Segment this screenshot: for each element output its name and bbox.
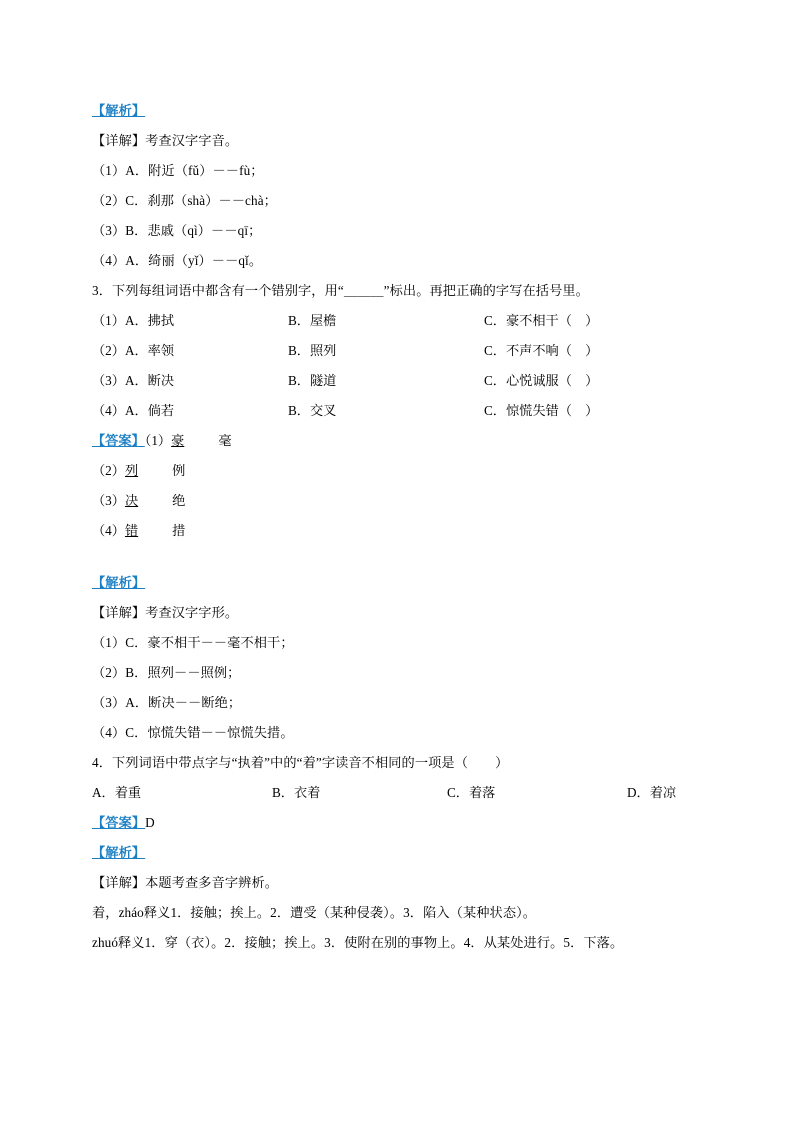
analysis-tag-1	[92, 96, 704, 126]
q3-a3-label: （3）	[92, 493, 125, 508]
question-4-answer	[92, 808, 704, 838]
q3-explain-4: （4）C．惊慌失错－－惊慌失措。	[92, 725, 294, 740]
q3-r3-b: B．隧道	[288, 373, 337, 388]
detail-line-1: 【详解】考查汉字字音。	[92, 133, 239, 148]
q4-choice-a: A．着重	[92, 785, 142, 800]
q3-a2-label: （2）	[92, 463, 125, 478]
spacer-1	[92, 546, 704, 568]
answer-item-1-1: （1）A．附近（fǔ）－－fù；	[92, 163, 264, 178]
q3-r3-c: C．心悦诚服（ ）	[484, 373, 599, 388]
analysis-tag-3	[92, 838, 704, 868]
q3-r1-c: C．豪不相干（ ）	[484, 313, 599, 328]
analysis-label-2: 【解析】	[92, 575, 146, 590]
q4-explain-1: 着，zháo释义1．接触；挨上。2．遭受（某种侵袭）。3．陷入（某种状态）。	[92, 905, 537, 920]
q3-a3-right: 绝	[172, 493, 186, 508]
q3-r4-num-a: （4）A．倘若	[92, 403, 175, 418]
q3-r2-b: B．照列	[288, 343, 337, 358]
q3-explain-3: （3）A．断决－－断绝；	[92, 695, 242, 710]
question-3-answer-3	[92, 486, 704, 516]
q3-a4-wrong: 错	[124, 523, 139, 538]
analysis-tag-2	[92, 568, 704, 598]
question-4-choices	[92, 778, 704, 808]
question-4-stem: 4．下列词语中带点字与“执着”中的“着”字读音不相同的一项是（ ）	[92, 755, 509, 770]
q3-explain-1: （1）C．豪不相干－－毫不相干；	[92, 635, 294, 650]
answer-item-1-4: （4）A．绮丽（yǐ）－－qǐ。	[92, 253, 263, 268]
answer-label-2: 【答案】	[92, 815, 146, 830]
detail-line-3: 【详解】本题考查多音字辨析。	[92, 875, 279, 890]
question-3-stem: 3．下列每组词语中都含有一个错别字，用“＿＿＿”标出。再把正确的字写在括号里。	[92, 283, 589, 298]
q3-a3-wrong: 决	[124, 493, 139, 508]
answer-label: 【答案】	[92, 433, 145, 448]
question-3-row-4	[92, 396, 704, 426]
q3-r1-b: B．屋檐	[288, 313, 337, 328]
question-3-row-3	[92, 366, 704, 396]
q3-explain-2: （2）B．照列－－照例；	[92, 665, 241, 680]
analysis-label-3: 【解析】	[92, 845, 146, 860]
q3-a1-label: （1）	[144, 433, 172, 448]
q3-a2-wrong: 列	[124, 463, 139, 478]
q3-r4-b: B．交叉	[288, 403, 337, 418]
q4-explain-2: zhuó释义1．穿（衣）。2．接触；挨上。3．使附在别的事物上。4．从某处进行。5．下落。	[92, 935, 624, 950]
answer-item-1-2: （2）C．刹那（shà）－－chà；	[92, 193, 277, 208]
q3-r1-num-a: （1）A．拂拭	[92, 313, 175, 328]
q3-r2-c: C．不声不响（ ）	[484, 343, 599, 358]
q3-a1-wrong: 豪	[171, 433, 185, 448]
q3-a2-right: 例	[172, 463, 186, 478]
question-3-row-1	[92, 306, 704, 336]
question-3-answer-1	[92, 426, 704, 456]
analysis-label-1: 【解析】	[92, 103, 146, 118]
detail-line-2: 【详解】考查汉字字形。	[92, 605, 239, 620]
q3-r2-num-a: （2）A．率领	[92, 343, 175, 358]
question-3-answer-4	[92, 516, 704, 546]
question-3-answer-2	[92, 456, 704, 486]
q3-r4-c: C．惊慌失错（ ）	[484, 403, 599, 418]
q3-a1-right: 毫	[218, 433, 232, 448]
q4-choice-b: B．衣着	[272, 785, 321, 800]
q3-a4-label: （4）	[92, 523, 125, 538]
q4-choice-c: C．着落	[447, 785, 496, 800]
answer-item-1-3: （3）B．悲戚（qì）－－qī；	[92, 223, 262, 238]
q3-a4-right: 措	[172, 523, 186, 538]
q4-answer-value: D	[145, 815, 155, 830]
q3-r3-num-a: （3）A．断决	[92, 373, 175, 388]
q4-choice-d: D．着凉	[627, 785, 677, 800]
question-3-row-2	[92, 336, 704, 366]
